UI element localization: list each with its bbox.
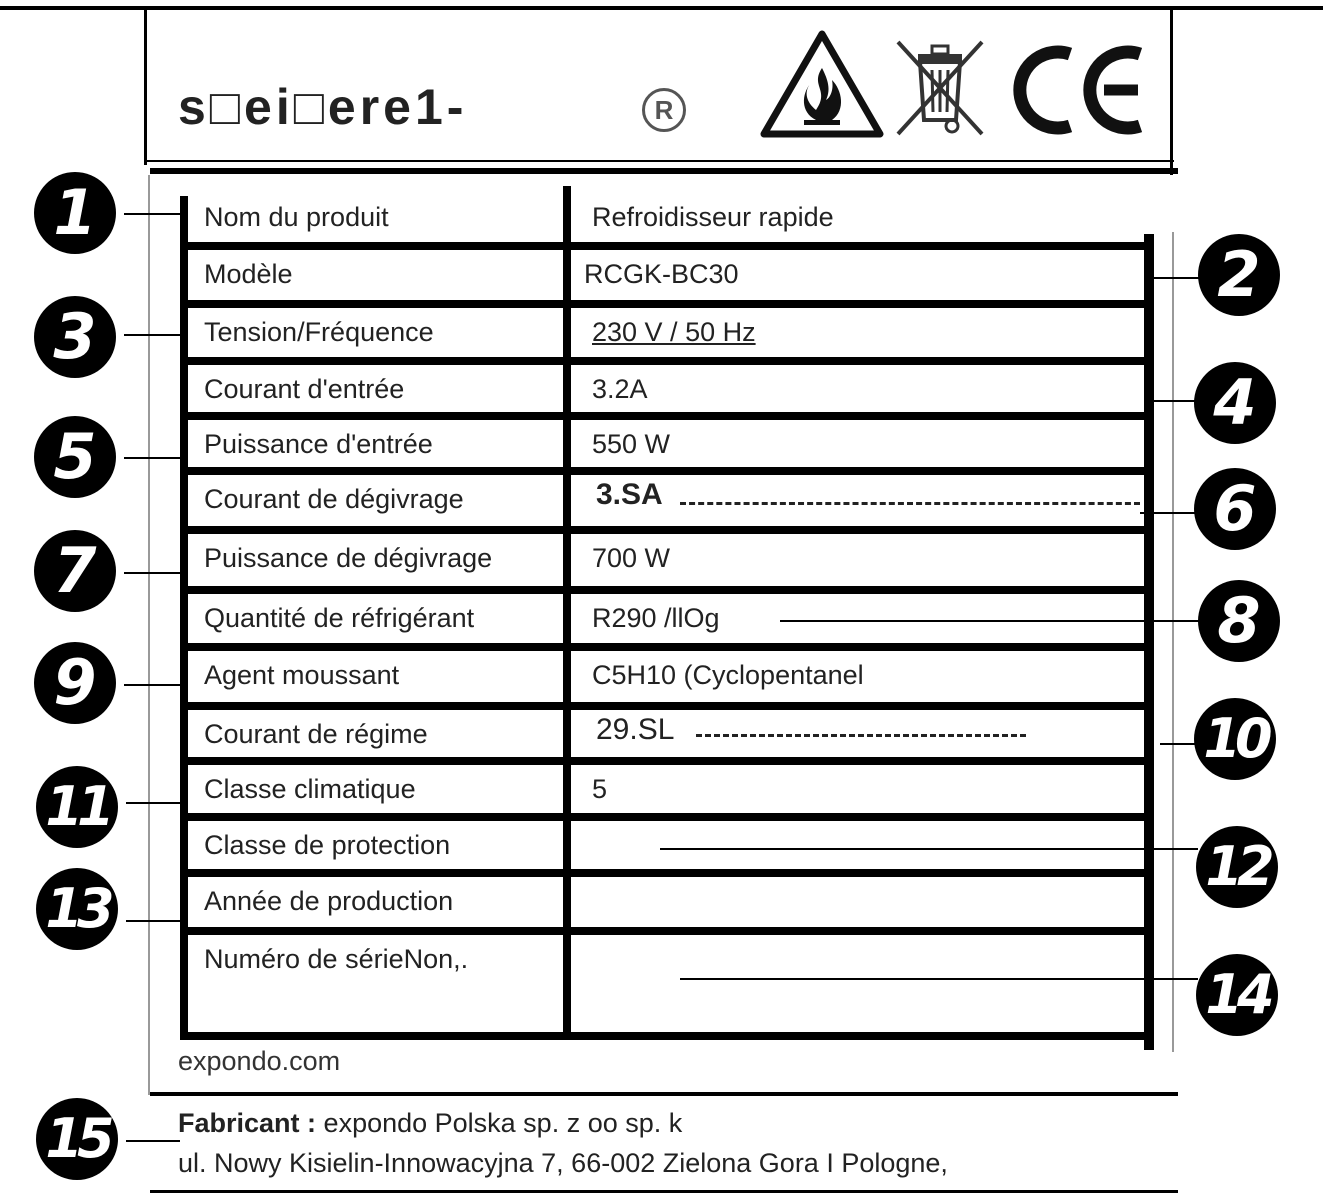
callout-badge-3: 3 <box>34 296 116 378</box>
callout-badge-2: 2 <box>1198 234 1280 316</box>
table-column-divider <box>563 186 571 1038</box>
callout-badge-9: 9 <box>34 642 116 724</box>
row-label: Numéro de sérieNon,. <box>204 944 469 974</box>
row-label: Tension/Fréquence <box>204 317 434 347</box>
table-bottom-border <box>180 1032 1152 1040</box>
row-value: 550 W <box>592 429 671 459</box>
table-left-border <box>180 196 188 1040</box>
row-label: Quantité de réfrigérant <box>204 603 475 633</box>
callout-leader-line <box>124 213 182 215</box>
row-label: Année de production <box>204 886 454 916</box>
row-value: R290 /llOg <box>592 603 720 633</box>
callout-badge-8: 8 <box>1198 580 1280 662</box>
row-label: Courant d'entrée <box>204 374 405 404</box>
manufacturer-label: Fabricant : <box>178 1108 317 1138</box>
table-row-separator <box>180 300 1152 308</box>
row-label: Agent moussant <box>204 660 400 690</box>
website-text: expondo.com <box>178 1046 341 1076</box>
callout-leader-line <box>1144 277 1200 279</box>
callout-leader-line <box>780 620 1200 622</box>
callout-leader-line <box>1144 400 1196 402</box>
frame-right-lower <box>1172 232 1174 1052</box>
header-rule-thick <box>150 168 1178 174</box>
frame-left-lower <box>148 175 150 1095</box>
row-label: Courant de régime <box>204 719 428 749</box>
manufacturer-name: expondo Polska sp. z oo sp. k <box>323 1108 683 1138</box>
frame-right <box>1170 10 1173 175</box>
row-label: Classe climatique <box>204 774 416 804</box>
table-row-separator <box>180 813 1152 821</box>
callout-badge-10: 10 <box>1194 698 1276 780</box>
table-row-separator <box>180 869 1152 877</box>
row-label: Nom du produit <box>204 202 389 232</box>
row-value: 700 W <box>592 543 671 573</box>
callout-badge-15: 15 <box>36 1098 118 1180</box>
value-dash-line <box>680 502 1140 505</box>
flammable-warning-icon <box>758 28 886 140</box>
table-row-separator <box>180 702 1152 710</box>
callout-leader-line <box>126 920 182 922</box>
ce-mark-icon <box>1008 38 1154 142</box>
table-row-separator <box>180 467 1152 475</box>
callout-leader-line <box>126 1140 180 1142</box>
callout-leader-line <box>124 334 182 336</box>
logo-text: s□ei□ere1- <box>178 79 468 135</box>
callout-leader-line <box>1160 743 1196 745</box>
table-row-separator <box>180 412 1152 420</box>
row-value: 29.SL <box>596 713 675 746</box>
row-value: Refroidisseur rapide <box>592 202 834 232</box>
row-value: 3.2A <box>592 374 648 404</box>
header-rule-thin <box>144 160 1174 162</box>
callout-leader-line <box>660 848 1198 850</box>
callout-leader-line <box>1140 512 1196 514</box>
callout-leader-line <box>126 802 182 804</box>
footer-rule-bottom <box>150 1190 1178 1193</box>
callout-badge-11: 11 <box>36 766 118 848</box>
callout-badge-7: 7 <box>34 530 116 612</box>
row-label: Modèle <box>204 259 293 289</box>
table-row-separator <box>180 357 1152 365</box>
table-row-separator <box>180 526 1152 534</box>
row-label: Classe de protection <box>204 830 451 860</box>
registered-mark: R <box>642 88 686 132</box>
callout-badge-1: 1 <box>34 172 116 254</box>
row-label: Puissance de dégivrage <box>204 543 493 573</box>
row-value: 5 <box>592 774 608 804</box>
callout-badge-14: 14 <box>1196 954 1278 1036</box>
callout-badge-12: 12 <box>1196 826 1278 908</box>
row-value: 3.SA <box>596 478 663 511</box>
callout-leader-line <box>124 684 182 686</box>
table-row-separator <box>180 757 1152 765</box>
callout-badge-5: 5 <box>34 416 116 498</box>
weee-crossed-bin-icon <box>890 34 990 140</box>
frame-left <box>144 10 147 165</box>
value-dash-line <box>696 734 1026 737</box>
row-label: Puissance d'entrée <box>204 429 433 459</box>
callout-leader-line <box>124 572 182 574</box>
table-row-separator <box>180 643 1152 651</box>
row-value: RCGK-BC30 <box>584 259 739 289</box>
callout-leader-line <box>680 978 1198 980</box>
footer-rule-top <box>150 1092 1178 1096</box>
callout-badge-4: 4 <box>1194 362 1276 444</box>
table-row-separator <box>180 586 1152 594</box>
row-value: C5H10 (Cyclopentanel <box>592 660 864 690</box>
callout-badge-6: 6 <box>1194 468 1276 550</box>
callout-badge-13: 13 <box>36 868 118 950</box>
table-row-separator <box>180 242 1152 250</box>
callout-leader-line <box>124 457 182 459</box>
table-row-separator <box>180 927 1152 935</box>
manufacturer-line <box>178 1108 682 1139</box>
row-label: Courant de dégivrage <box>204 484 464 514</box>
top-border <box>0 6 1323 10</box>
manufacturer-address: ul. Nowy Kisielin-Innowacyjna 7, 66-002 Zielona Gora I Pologne, <box>178 1148 948 1178</box>
row-value: 230 V / 50 Hz <box>592 317 756 347</box>
